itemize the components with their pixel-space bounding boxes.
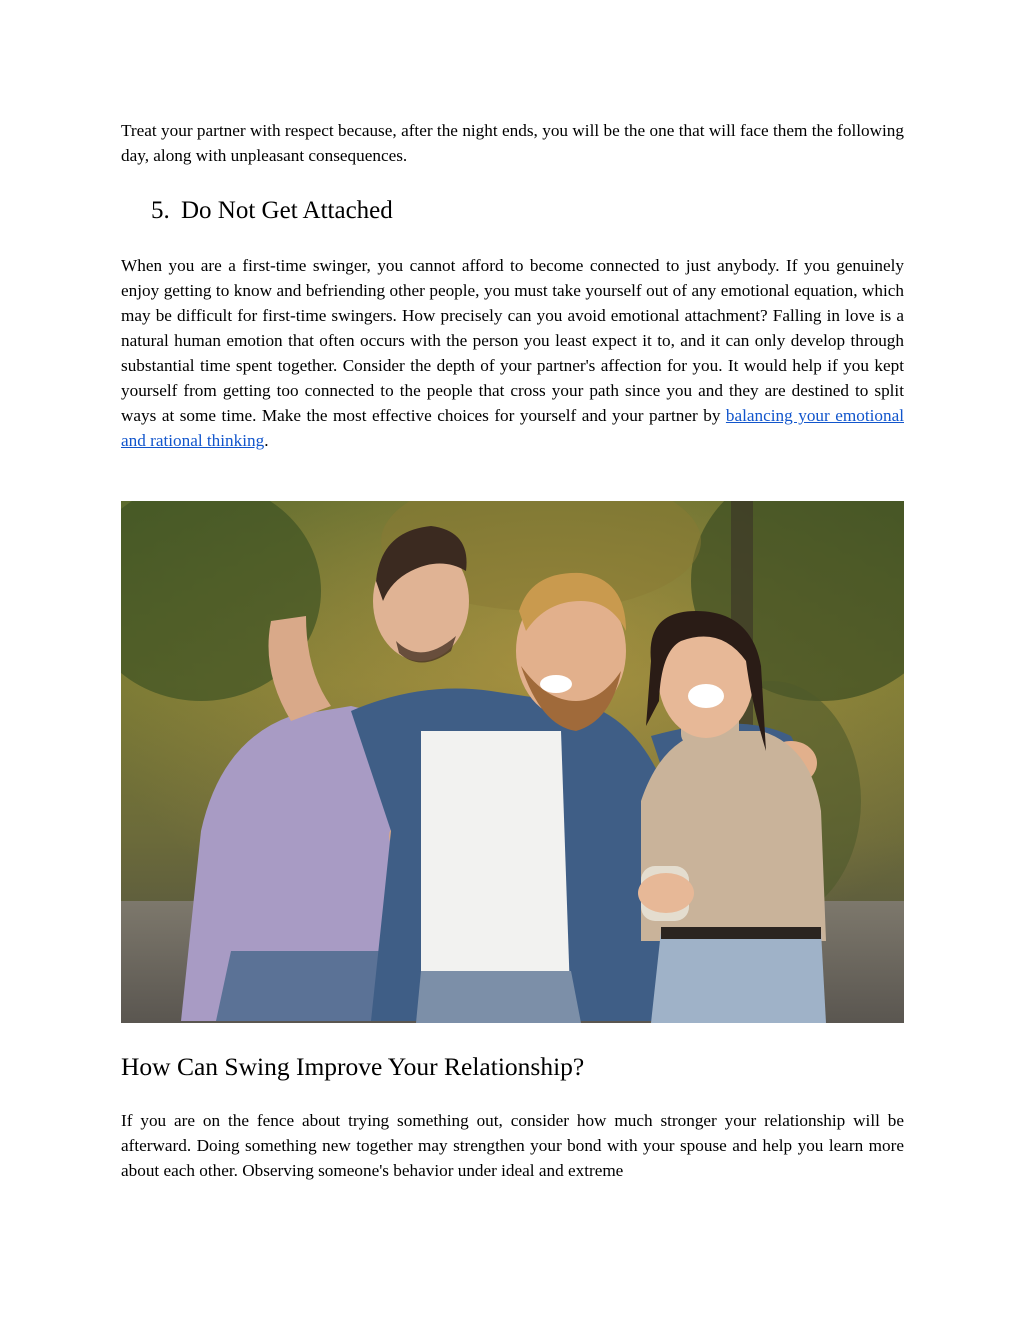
relationship-heading: How Can Swing Improve Your Relationship?: [121, 1052, 585, 1081]
section-5-body-end: .: [264, 431, 269, 450]
section-5-title: Do Not Get Attached: [181, 197, 393, 224]
intro-paragraph: Treat your partner with respect because, after the night ends, you will be the one that will face them the following day, along with unpleasant consequences.: [121, 121, 904, 165]
section-5-heading: [151, 196, 393, 226]
section-5-paragraph: [121, 253, 904, 453]
friends-laughing-photo: [121, 501, 904, 1023]
section-5-body: When you are a first-time swinger, you cannot afford to become connected to just anybody. If you genuinely enjoy getting to know and befriending other people, you must take yourself out of any emotional equation, which may be difficult for first-time swingers. How precisely can you avoid emotional attachment? Falling in love is a natural human emotion that often occurs with the person you least expect it to, and it can only develop through substantial time spent together. Consider the depth of your partner's affection for you. It would help if you kept yourself from getting too connected to the people that cross your path since you and they are destined to split ways at some time. Make the most effective choices for yourself and your partner by: [121, 256, 904, 425]
section-5-number: 5.: [151, 197, 170, 224]
document-page: [121, 118, 904, 1180]
relationship-paragraph: If you are on the fence about trying something out, consider how much stronger your relationship will be afterward. Doing something new together may strengthen your bond with your spouse and help you learn more about each other. Observing someone's behavior under ideal and extreme: [121, 1111, 904, 1180]
photo-illustration: [121, 501, 904, 1023]
balancing-thinking-link[interactable]: balancing your emotional and rational thinking: [121, 406, 904, 450]
